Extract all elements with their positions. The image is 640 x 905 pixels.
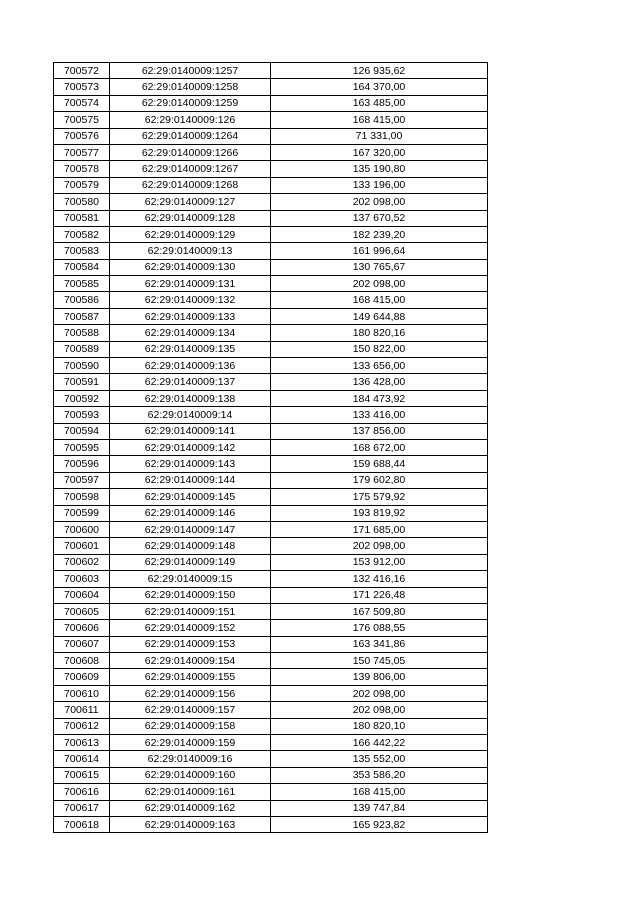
cadastral-number-cell: 62:29:0140009:154 bbox=[110, 653, 271, 669]
row-id-cell: 700592 bbox=[54, 390, 110, 406]
table-row bbox=[54, 636, 488, 652]
value-cell: 202 098,00 bbox=[271, 276, 488, 292]
cadastral-number-cell: 62:29:0140009:159 bbox=[110, 735, 271, 751]
table-row bbox=[54, 439, 488, 455]
cadastral-number-cell: 62:29:0140009:1264 bbox=[110, 128, 271, 144]
row-id-cell: 700590 bbox=[54, 358, 110, 374]
value-cell: 202 098,00 bbox=[271, 685, 488, 701]
cadastral-number-cell: 62:29:0140009:162 bbox=[110, 800, 271, 816]
value-cell: 132 416,16 bbox=[271, 571, 488, 587]
table-row bbox=[54, 128, 488, 144]
cadastral-number-cell: 62:29:0140009:142 bbox=[110, 439, 271, 455]
cadastral-number-cell: 62:29:0140009:127 bbox=[110, 194, 271, 210]
cadastral-number-cell: 62:29:0140009:1258 bbox=[110, 79, 271, 95]
cadastral-number-cell: 62:29:0140009:126 bbox=[110, 112, 271, 128]
value-cell: 202 098,00 bbox=[271, 702, 488, 718]
table-row bbox=[54, 505, 488, 521]
value-cell: 163 341,86 bbox=[271, 636, 488, 652]
cadastral-number-cell: 62:29:0140009:163 bbox=[110, 816, 271, 832]
value-cell: 166 442,22 bbox=[271, 735, 488, 751]
value-cell: 153 912,00 bbox=[271, 554, 488, 570]
row-id-cell: 700602 bbox=[54, 554, 110, 570]
value-cell: 167 509,80 bbox=[271, 603, 488, 619]
cadastral-number-cell: 62:29:0140009:1268 bbox=[110, 177, 271, 193]
table-row bbox=[54, 472, 488, 488]
row-id-cell: 700589 bbox=[54, 341, 110, 357]
row-id-cell: 700610 bbox=[54, 685, 110, 701]
value-cell: 353 586,20 bbox=[271, 767, 488, 783]
table-row bbox=[54, 390, 488, 406]
table-row bbox=[54, 816, 488, 832]
row-id-cell: 700616 bbox=[54, 784, 110, 800]
value-cell: 71 331,00 bbox=[271, 128, 488, 144]
table-row bbox=[54, 325, 488, 341]
table-row bbox=[54, 456, 488, 472]
cadastral-number-cell: 62:29:0140009:144 bbox=[110, 472, 271, 488]
value-cell: 176 088,55 bbox=[271, 620, 488, 636]
value-cell: 202 098,00 bbox=[271, 194, 488, 210]
row-id-cell: 700617 bbox=[54, 800, 110, 816]
value-cell: 168 672,00 bbox=[271, 439, 488, 455]
table-row bbox=[54, 620, 488, 636]
table-row bbox=[54, 423, 488, 439]
row-id-cell: 700604 bbox=[54, 587, 110, 603]
table-row bbox=[54, 603, 488, 619]
table-row bbox=[54, 259, 488, 275]
table-row bbox=[54, 587, 488, 603]
value-cell: 133 416,00 bbox=[271, 407, 488, 423]
table-row bbox=[54, 407, 488, 423]
row-id-cell: 700586 bbox=[54, 292, 110, 308]
value-cell: 133 656,00 bbox=[271, 358, 488, 374]
cadastral-number-cell: 62:29:0140009:141 bbox=[110, 423, 271, 439]
cadastral-number-cell: 62:29:0140009:150 bbox=[110, 587, 271, 603]
table-row bbox=[54, 95, 488, 111]
row-id-cell: 700584 bbox=[54, 259, 110, 275]
cadastral-number-cell: 62:29:0140009:149 bbox=[110, 554, 271, 570]
value-cell: 180 820,10 bbox=[271, 718, 488, 734]
table-row bbox=[54, 653, 488, 669]
value-cell: 179 602,80 bbox=[271, 472, 488, 488]
cadastral-number-cell: 62:29:0140009:157 bbox=[110, 702, 271, 718]
row-id-cell: 700583 bbox=[54, 243, 110, 259]
row-id-cell: 700614 bbox=[54, 751, 110, 767]
value-cell: 137 670,52 bbox=[271, 210, 488, 226]
row-id-cell: 700607 bbox=[54, 636, 110, 652]
table-row bbox=[54, 554, 488, 570]
value-cell: 150 822,00 bbox=[271, 341, 488, 357]
cadastral-number-cell: 62:29:0140009:156 bbox=[110, 685, 271, 701]
row-id-cell: 700593 bbox=[54, 407, 110, 423]
table-row bbox=[54, 63, 488, 79]
value-cell: 159 688,44 bbox=[271, 456, 488, 472]
table-row bbox=[54, 292, 488, 308]
table-row bbox=[54, 79, 488, 95]
table-row bbox=[54, 767, 488, 783]
table-row bbox=[54, 669, 488, 685]
table-row bbox=[54, 718, 488, 734]
row-id-cell: 700574 bbox=[54, 95, 110, 111]
row-id-cell: 700594 bbox=[54, 423, 110, 439]
cadastral-number-cell: 62:29:0140009:14 bbox=[110, 407, 271, 423]
value-cell: 150 745,05 bbox=[271, 653, 488, 669]
value-cell: 168 415,00 bbox=[271, 112, 488, 128]
row-id-cell: 700613 bbox=[54, 735, 110, 751]
table-row bbox=[54, 685, 488, 701]
value-cell: 193 819,92 bbox=[271, 505, 488, 521]
value-cell: 167 320,00 bbox=[271, 144, 488, 160]
cadastral-number-cell: 62:29:0140009:161 bbox=[110, 784, 271, 800]
value-cell: 164 370,00 bbox=[271, 79, 488, 95]
table-row bbox=[54, 210, 488, 226]
cadastral-number-cell: 62:29:0140009:151 bbox=[110, 603, 271, 619]
cadastral-number-cell: 62:29:0140009:131 bbox=[110, 276, 271, 292]
cadastral-number-cell: 62:29:0140009:1267 bbox=[110, 161, 271, 177]
cadastral-number-cell: 62:29:0140009:129 bbox=[110, 226, 271, 242]
value-cell: 135 552,00 bbox=[271, 751, 488, 767]
cadastral-number-cell: 62:29:0140009:153 bbox=[110, 636, 271, 652]
row-id-cell: 700581 bbox=[54, 210, 110, 226]
table-row bbox=[54, 538, 488, 554]
cadastral-number-cell: 62:29:0140009:145 bbox=[110, 489, 271, 505]
cadastral-number-cell: 62:29:0140009:158 bbox=[110, 718, 271, 734]
cadastral-number-cell: 62:29:0140009:135 bbox=[110, 341, 271, 357]
cadastral-number-cell: 62:29:0140009:134 bbox=[110, 325, 271, 341]
table-row bbox=[54, 358, 488, 374]
table-row bbox=[54, 800, 488, 816]
row-id-cell: 700580 bbox=[54, 194, 110, 210]
table-row bbox=[54, 735, 488, 751]
table-row bbox=[54, 161, 488, 177]
row-id-cell: 700597 bbox=[54, 472, 110, 488]
row-id-cell: 700605 bbox=[54, 603, 110, 619]
row-id-cell: 700588 bbox=[54, 325, 110, 341]
table-row bbox=[54, 341, 488, 357]
row-id-cell: 700575 bbox=[54, 112, 110, 128]
table-row bbox=[54, 276, 488, 292]
value-cell: 184 473,92 bbox=[271, 390, 488, 406]
table-row bbox=[54, 751, 488, 767]
row-id-cell: 700599 bbox=[54, 505, 110, 521]
cadastral-number-cell: 62:29:0140009:1259 bbox=[110, 95, 271, 111]
cadastral-number-cell: 62:29:0140009:160 bbox=[110, 767, 271, 783]
cadastral-number-cell: 62:29:0140009:138 bbox=[110, 390, 271, 406]
row-id-cell: 700615 bbox=[54, 767, 110, 783]
row-id-cell: 700598 bbox=[54, 489, 110, 505]
cadastral-number-cell: 62:29:0140009:137 bbox=[110, 374, 271, 390]
value-cell: 136 428,00 bbox=[271, 374, 488, 390]
row-id-cell: 700578 bbox=[54, 161, 110, 177]
table-row bbox=[54, 226, 488, 242]
value-cell: 130 765,67 bbox=[271, 259, 488, 275]
value-cell: 171 226,48 bbox=[271, 587, 488, 603]
cadastral-number-cell: 62:29:0140009:147 bbox=[110, 521, 271, 537]
row-id-cell: 700577 bbox=[54, 144, 110, 160]
row-id-cell: 700600 bbox=[54, 521, 110, 537]
cadastral-number-cell: 62:29:0140009:15 bbox=[110, 571, 271, 587]
table-row bbox=[54, 521, 488, 537]
cadastral-number-cell: 62:29:0140009:16 bbox=[110, 751, 271, 767]
value-cell: 171 685,00 bbox=[271, 521, 488, 537]
cadastral-number-cell: 62:29:0140009:136 bbox=[110, 358, 271, 374]
value-cell: 163 485,00 bbox=[271, 95, 488, 111]
value-cell: 139 806,00 bbox=[271, 669, 488, 685]
table-row bbox=[54, 784, 488, 800]
value-cell: 168 415,00 bbox=[271, 784, 488, 800]
row-id-cell: 700611 bbox=[54, 702, 110, 718]
table-row bbox=[54, 308, 488, 324]
row-id-cell: 700603 bbox=[54, 571, 110, 587]
value-cell: 182 239,20 bbox=[271, 226, 488, 242]
value-cell: 135 190,80 bbox=[271, 161, 488, 177]
value-cell: 168 415,00 bbox=[271, 292, 488, 308]
table-row bbox=[54, 489, 488, 505]
row-id-cell: 700606 bbox=[54, 620, 110, 636]
value-cell: 175 579,92 bbox=[271, 489, 488, 505]
value-cell: 165 923,82 bbox=[271, 816, 488, 832]
value-cell: 180 820,16 bbox=[271, 325, 488, 341]
value-cell: 139 747,84 bbox=[271, 800, 488, 816]
row-id-cell: 700572 bbox=[54, 63, 110, 79]
cadastral-number-cell: 62:29:0140009:128 bbox=[110, 210, 271, 226]
cadastral-number-cell: 62:29:0140009:132 bbox=[110, 292, 271, 308]
table-row bbox=[54, 144, 488, 160]
row-id-cell: 700582 bbox=[54, 226, 110, 242]
cadastral-number-cell: 62:29:0140009:130 bbox=[110, 259, 271, 275]
table-row bbox=[54, 177, 488, 193]
row-id-cell: 700595 bbox=[54, 439, 110, 455]
table-row bbox=[54, 571, 488, 587]
row-id-cell: 700573 bbox=[54, 79, 110, 95]
cadastral-number-cell: 62:29:0140009:146 bbox=[110, 505, 271, 521]
value-cell: 149 644,88 bbox=[271, 308, 488, 324]
row-id-cell: 700608 bbox=[54, 653, 110, 669]
cadastral-number-cell: 62:29:0140009:1266 bbox=[110, 144, 271, 160]
cadastral-number-cell: 62:29:0140009:1257 bbox=[110, 63, 271, 79]
row-id-cell: 700579 bbox=[54, 177, 110, 193]
table-body bbox=[54, 63, 488, 833]
cadastral-number-cell: 62:29:0140009:143 bbox=[110, 456, 271, 472]
table-row bbox=[54, 112, 488, 128]
value-cell: 161 996,64 bbox=[271, 243, 488, 259]
cadastral-number-cell: 62:29:0140009:155 bbox=[110, 669, 271, 685]
table-row bbox=[54, 702, 488, 718]
row-id-cell: 700585 bbox=[54, 276, 110, 292]
row-id-cell: 700596 bbox=[54, 456, 110, 472]
row-id-cell: 700591 bbox=[54, 374, 110, 390]
cadastral-number-cell: 62:29:0140009:133 bbox=[110, 308, 271, 324]
row-id-cell: 700576 bbox=[54, 128, 110, 144]
cadastral-number-cell: 62:29:0140009:152 bbox=[110, 620, 271, 636]
table-row bbox=[54, 243, 488, 259]
table-row bbox=[54, 374, 488, 390]
data-table bbox=[53, 62, 488, 833]
value-cell: 137 856,00 bbox=[271, 423, 488, 439]
value-cell: 126 935,62 bbox=[271, 63, 488, 79]
cadastral-number-cell: 62:29:0140009:148 bbox=[110, 538, 271, 554]
table-row bbox=[54, 194, 488, 210]
row-id-cell: 700618 bbox=[54, 816, 110, 832]
row-id-cell: 700612 bbox=[54, 718, 110, 734]
value-cell: 133 196,00 bbox=[271, 177, 488, 193]
row-id-cell: 700587 bbox=[54, 308, 110, 324]
row-id-cell: 700609 bbox=[54, 669, 110, 685]
cadastral-number-cell: 62:29:0140009:13 bbox=[110, 243, 271, 259]
value-cell: 202 098,00 bbox=[271, 538, 488, 554]
row-id-cell: 700601 bbox=[54, 538, 110, 554]
